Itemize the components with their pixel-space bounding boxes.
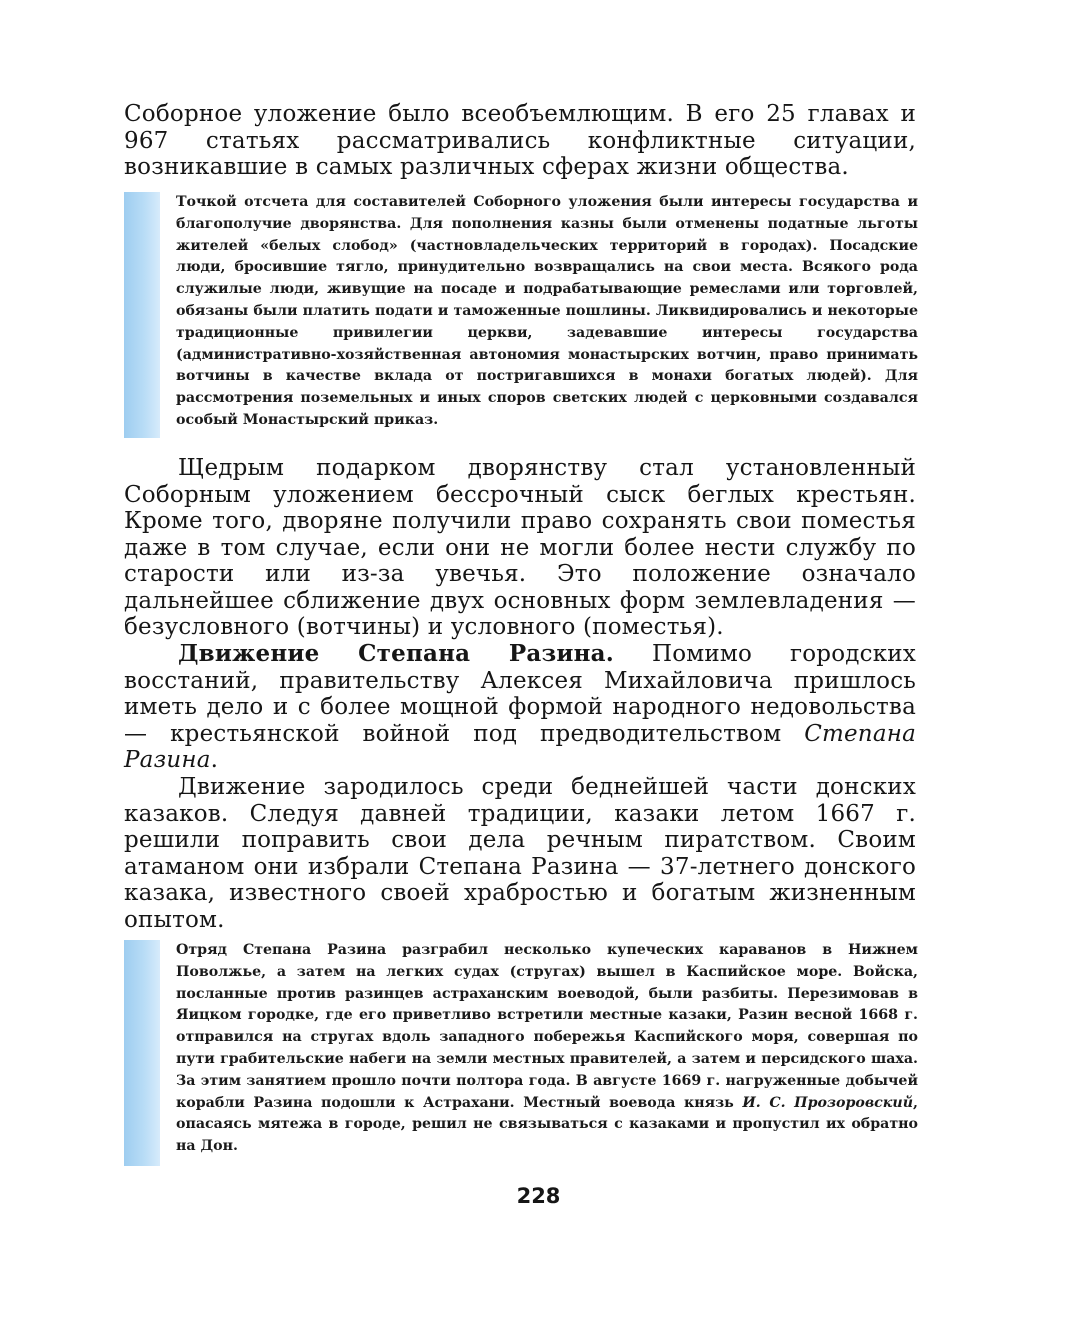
sidebar-note-text: Точкой отсчета для составителей Соборного уложения были интересы государства и благополучие дворянства. Для пополнения казны были отменены податные льготы жителей «белых слобод» (частновладельческих территорий в городах). Посадские люди, бросившие тягло, принудительно возвращались на свои места. Всякого рода служилые люди, живущие на посаде и подрабатывающие ремеслами или торговлей, обязаны были платить подати и таможенные пошлины. Ликвидировались и некоторые традиционные привилегии церкви, задевавшие интересы государства (административно-хозяйственная автономия монастырских вотчин, право принимать вотчины в качестве вклада от постригавшихся в монахи богатых людей). Для рассмотрения поземельных и иных споров светских людей с церковными создавался особый Монастырский приказ. — [176, 194, 918, 428]
paragraph-text: Соборное уложение было всеобъемлющим. В его 25 главах и 967 статьях рассматривались конфликтные ситуации, возникавшие в самых различных сферах жизни общества. — [124, 101, 916, 180]
person-name: И. С. Прозоровский — [742, 1094, 914, 1111]
section-heading: Движение Степана Разина. — [178, 640, 614, 667]
paragraph-text: Движение зародилось среди беднейшей части донских казаков. Следуя давней традиции, казаки летом 1667 г. решили поправить свои дела речным пиратством. Своим атаманом они избрали Степана Разина — 37-летнего донского казака, известного своей храбростью и богатым жизненным опытом. — [124, 774, 916, 933]
paragraph-razin-movement — [124, 641, 916, 774]
sidebar-note-text: Отряд Степана Разина разграбил несколько купеческих караванов в Нижнем Поволжье, а затем на легких судах (стругах) вышел в Каспийское море. Войска, посланные против разинцев астраханским воеводой, были разбиты. Перезимовав в Яицком городке, где его приветливо встретили местные казаки, Разин весной 1668 г. отправился на стругах вдоль западного побережья Каспийского моря, совершая по пути грабительские набеги на земли местных правителей, а затем и персидского шаха. За этим занятием прошло почти полтора года. В августе 1669 г. нагруженные добычей корабли Разина подошли к Астрахани. Местный воевода князь И. С. Прозоровский, опасаясь мятежа в городе, решил не связываться с казаками и пропустил их обратно на Дон. — [176, 942, 918, 1155]
sidebar-note-2 — [124, 940, 918, 1166]
sidebar-note-1 — [124, 192, 918, 438]
paragraph-dvoryanstvo — [124, 455, 916, 641]
paragraph-sobornoe-ulozhenie — [124, 101, 916, 181]
blue-margin-bar — [124, 940, 160, 1166]
paragraph-end: . — [210, 747, 219, 773]
page-number: 228 — [516, 1184, 561, 1208]
person-name: Степана Разина — [124, 720, 916, 773]
paragraph-text: Щедрым подарком дворянству стал установленный Соборным уложением бессрочный сыск беглых крестьян. Кроме того, дворяне получили право сохранять свои поместья даже в том случае, если они не могли более нести службу по старости или из-за увечья. Это положение означало дальнейшее сближение двух основных форм землевладения — безусловного (вотчины) и условного (поместья). — [124, 455, 916, 640]
paragraph-body: Помимо городских восстаний, правительству Алексея Михайловича пришлось иметь дело и с более мощной формой народного недовольства — крестьянской войной под предводительством — [124, 641, 916, 747]
blue-margin-bar — [124, 192, 160, 438]
paragraph-origin — [124, 774, 916, 933]
paragraph-text — [124, 641, 916, 774]
